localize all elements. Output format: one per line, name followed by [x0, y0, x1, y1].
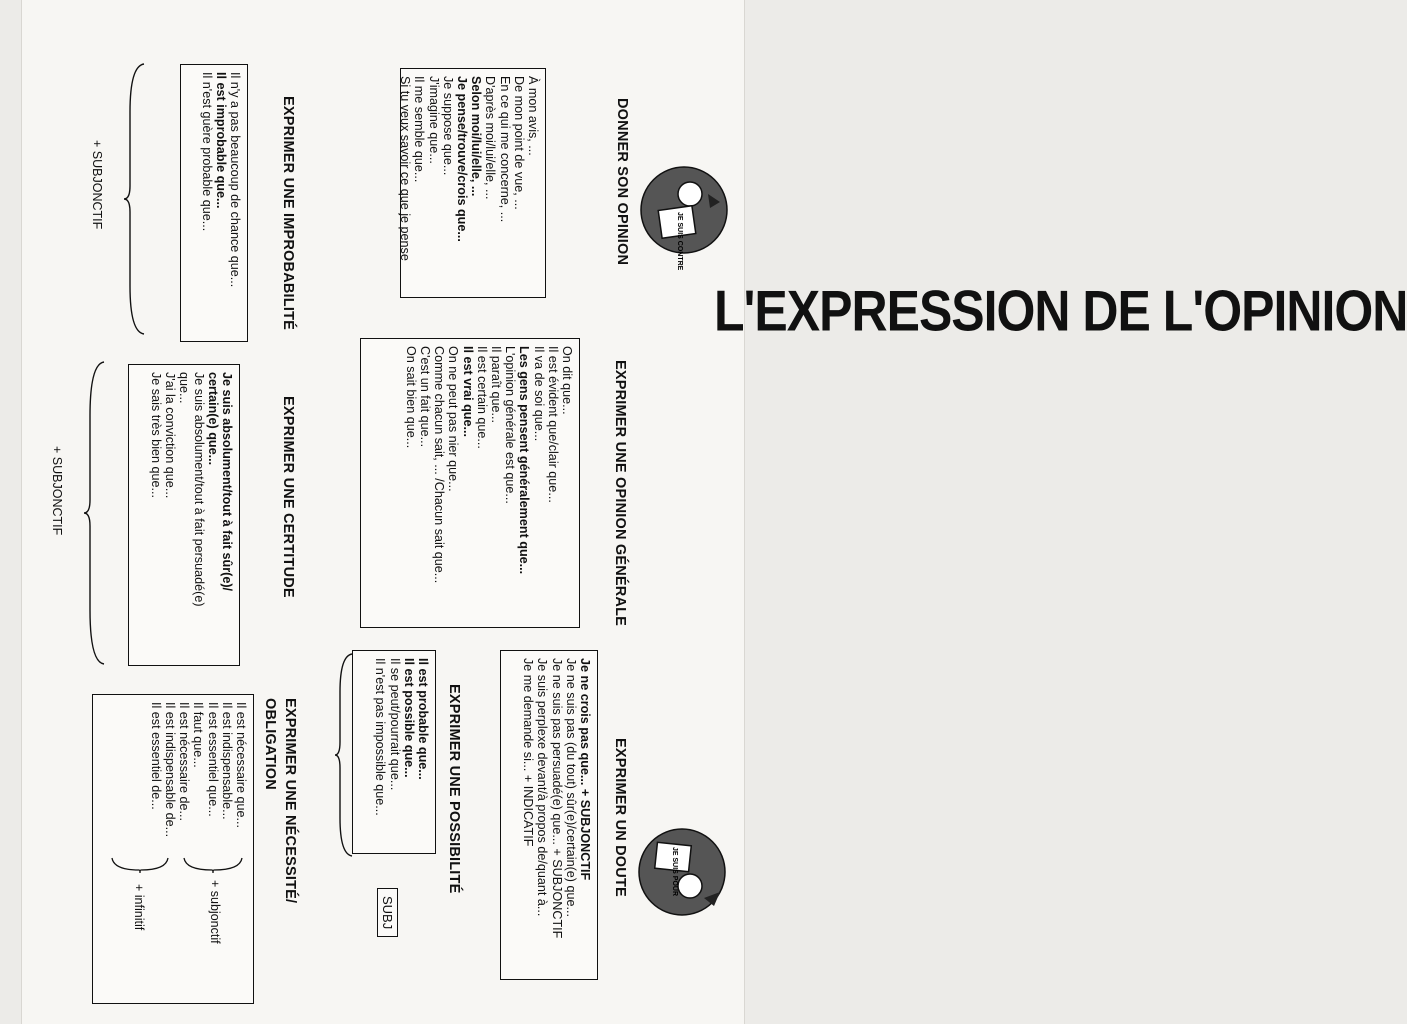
- list-item: Je ne crois pas que... + SUBJONCTIF: [578, 658, 592, 881]
- list-item: L'opinion générale est que...: [503, 346, 518, 504]
- list-item: Je suis perplexe devant/à propos de/quant à...: [535, 658, 550, 917]
- list-item: Il est essentiel que...: [205, 702, 220, 817]
- list-item: Il n'y a pas beaucoup de chance que...: [228, 72, 242, 288]
- list-item: Je suis absolument/tout à fait persuadé(e): [191, 372, 206, 607]
- list-item: Je me demande si... + INDICATIF: [521, 658, 536, 847]
- box-opinion-generale: [360, 338, 580, 628]
- certitude-subjonctif-note: + SUBJONCTIF: [50, 446, 64, 536]
- list-item: Il n'est guère probable que...: [199, 72, 214, 232]
- heading-improbabilite: EXPRIMER UNE IMPROBABILITÉ: [280, 96, 296, 330]
- subj-badge: SUBJ: [377, 888, 398, 937]
- list-item: Il est évident que/clair que...: [545, 346, 560, 503]
- necessite-infinitif-brace: [110, 856, 170, 874]
- list-item: On ne peut pas nier que...: [446, 346, 461, 492]
- list-item: Je ne suis pas persuadé(e) que... + SUBJONCTIF: [549, 658, 564, 939]
- box-possibilite: [352, 650, 436, 854]
- necessite-infinitif-note: + infinitif: [132, 884, 146, 931]
- list-item: Il est improbable que...: [213, 72, 228, 209]
- list-item: Je suis absolument/tout à fait sûr(e)/: [220, 372, 234, 592]
- list-item: Il me semble que...: [412, 76, 427, 183]
- list-item: Les gens pensent généralement que...: [517, 346, 532, 575]
- je-suis-pour-figure-icon: [636, 826, 728, 918]
- box-doute: [500, 650, 598, 980]
- list-item: Je suppose que...: [440, 76, 455, 176]
- heading-donner-opinion: DONNER SON OPINION: [614, 98, 630, 266]
- list-item: Il n'est pas impossible que...: [373, 658, 388, 816]
- list-item: Il est possible que...: [401, 658, 416, 778]
- list-item: Selon moi/lui/elle, ...: [469, 76, 484, 197]
- page-title: L'EXPRESSION DE L'OPINION: [714, 278, 1407, 344]
- certitude-brace: [82, 360, 108, 666]
- list-item: certain(e) que...: [205, 372, 220, 466]
- list-item: C'est un fait que...: [417, 346, 432, 448]
- box-certitude: [128, 364, 240, 666]
- heading-opinion-generale: EXPRIMER UNE OPINION GÉNÉRALE: [612, 360, 628, 627]
- heading-obligation: OBLIGATION: [262, 698, 278, 790]
- list-item: On sait bien que...: [403, 346, 418, 449]
- list-item: À mon avis, ...: [526, 76, 540, 156]
- list-item: Il est probable que...: [416, 658, 430, 780]
- list-item: Comme chacun sait, ... /Chacun sait que...: [432, 346, 447, 584]
- box-improbabilite: [180, 64, 248, 342]
- improbabilite-brace: [122, 62, 148, 336]
- list-item: Il est indispensable...: [219, 702, 234, 820]
- necessite-subjonctif-brace: [182, 856, 244, 874]
- pour-sign-label: JE SUIS POUR: [671, 847, 678, 897]
- heading-doute: EXPRIMER UN DOUTE: [612, 738, 628, 897]
- list-item: Il va de soi que...: [531, 346, 546, 442]
- list-item: que...: [177, 372, 192, 404]
- list-item: Il est nécessaire de...: [177, 702, 192, 822]
- possibilite-brace: [334, 652, 358, 858]
- list-item: D'après moi/lui/elle, ...: [483, 76, 498, 200]
- list-item: Il faut que...: [191, 702, 206, 768]
- box-necessite: [92, 694, 254, 1004]
- contre-sign-label: JE SUIS CONTRE: [676, 212, 683, 271]
- heading-certitude: EXPRIMER UNE CERTITUDE: [280, 396, 296, 598]
- list-item: Il est vrai que...: [460, 346, 475, 437]
- list-item: Si tu veux savoir ce que je pense: [398, 76, 413, 261]
- je-suis-contre-figure-icon: [638, 164, 730, 271]
- list-item: Il paraît que...: [488, 346, 503, 424]
- list-item: Il est indispensable de...: [162, 702, 177, 838]
- box-donner-opinion: [400, 68, 546, 298]
- list-item: Il est essentiel de...: [148, 702, 163, 810]
- list-item: J'ai la conviction que...: [163, 372, 178, 499]
- heading-necessite: EXPRIMER UNE NÉCESSITÉ/: [282, 698, 298, 904]
- improbabilite-subjonctif-note: + SUBJONCTIF: [90, 140, 104, 230]
- list-item: En ce qui me concerne, ...: [497, 76, 512, 223]
- necessite-subjonctif-note: + subjonctif: [208, 880, 222, 944]
- list-item: Il se peut/pourrait que...: [387, 658, 402, 791]
- list-item: On dit que...: [560, 346, 574, 415]
- list-item: Je ne suis pas (du tout) sûr(e)/certain(e) que...: [563, 658, 578, 917]
- list-item: Je pense/trouve/crois que...: [454, 76, 469, 242]
- list-item: J'imagine que...: [426, 76, 441, 164]
- heading-possibilite: EXPRIMER UNE POSSIBILITÉ: [446, 684, 462, 894]
- list-item: Je sais très bien que...: [148, 372, 163, 499]
- list-item: Il est nécessaire que...: [234, 702, 248, 829]
- list-item: Il est certain que...: [474, 346, 489, 449]
- list-item: De mon point de vue, ...: [511, 76, 526, 210]
